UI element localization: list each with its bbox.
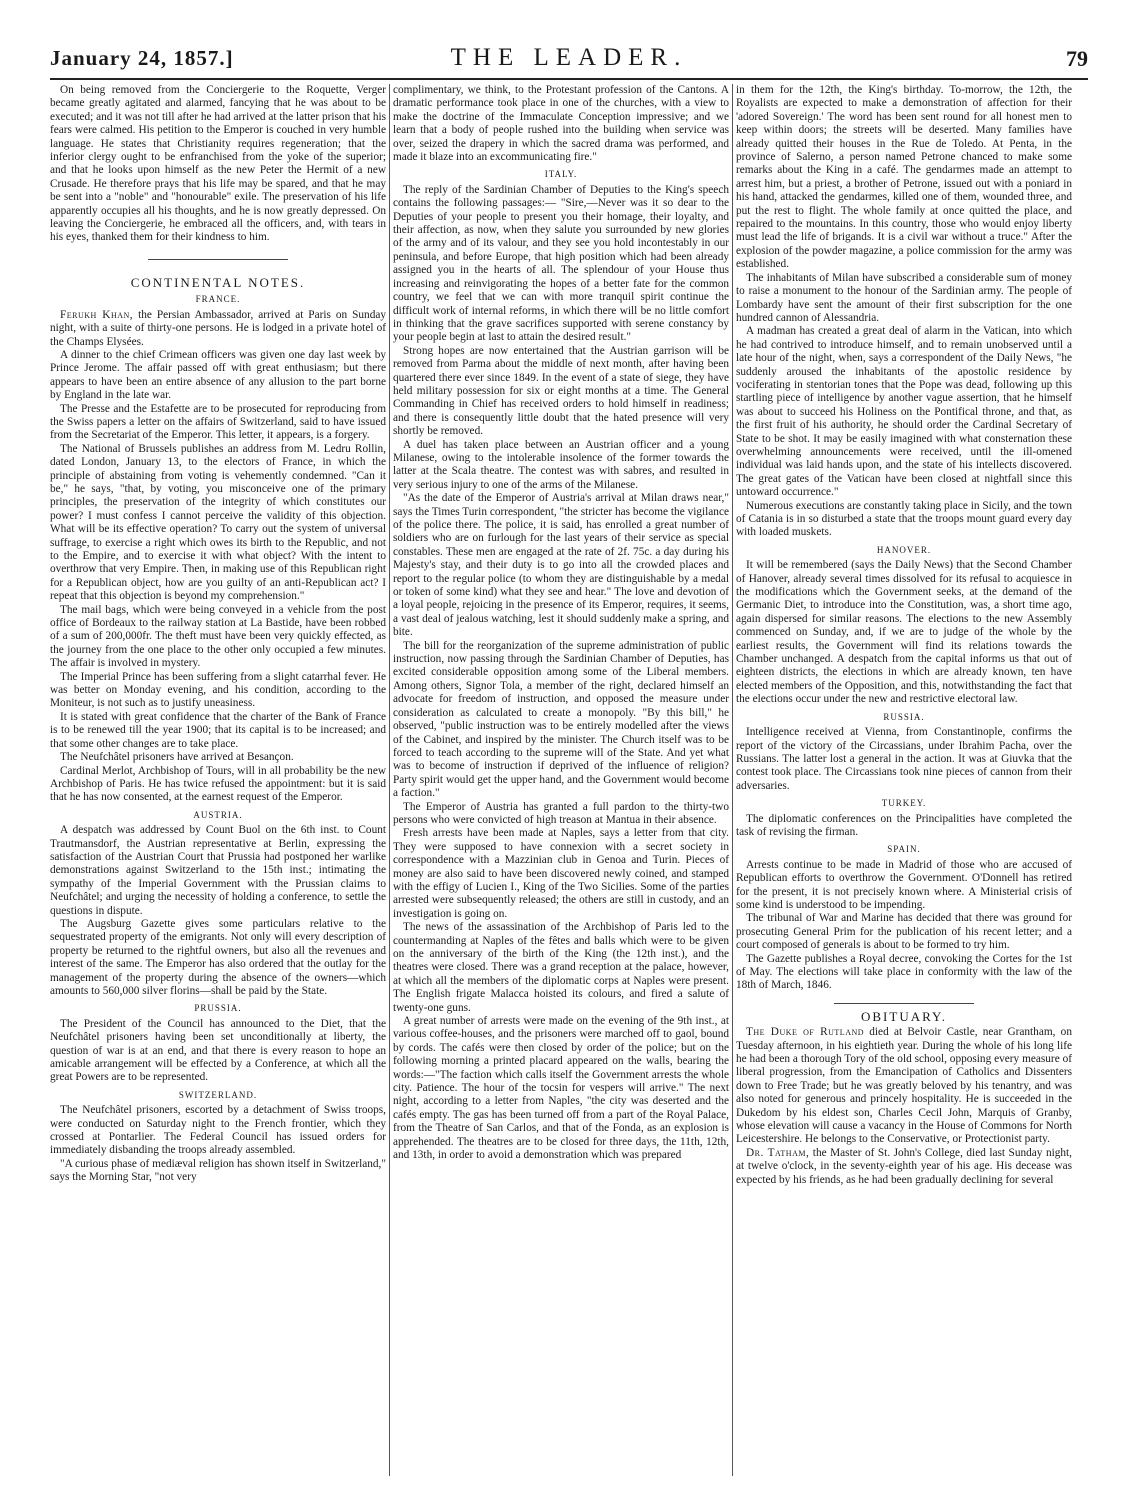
article-paragraph: The inhabitants of Milan have subscribed a considerable sum of money to raise a monument to the honour of the Sardinian army. The people of Lombardy have sent the amount of their first subscription for the one hundred cannon of Alessandria. — [736, 271, 1072, 324]
subheading-switzerland: SWITZERLAND. — [178, 1089, 258, 1100]
column-1 — [50, 84, 386, 1476]
subheading-hanover: HANOVER. — [876, 544, 932, 555]
article-paragraph: Arrests continue to be made in Madrid of those who are accused of Republican efforts to overthrow the Government. O'Donnell has retired for the present, it is not precisely known where. A Ministerial crisis of some kind is understood to be impending. — [736, 858, 1072, 911]
article-paragraph: It will be remembered (says the Daily News) that the Second Chamber of Hanover, already several times dissolved for its refusal to acquiesce in the modifications which the Government seeks, at the demand of the Germanic Diet, to introduce into the Constitution, was, a short time ago, again dispersed for similar reasons. The elections to the new Assembly commenced on Sunday, and, if we are to judge of the whole by the earliest results, the Government will find its relations towards the Chamber unchanged. A despatch from the capital informs us that out of eighteen districts, the elections in which are already known, ten have elected members of the Opposition, and this, notwithstanding the fact that the elections occur under the new and restrictive electoral law. — [736, 559, 1072, 706]
page-number: 79 — [1066, 46, 1088, 71]
article-paragraph: Ferukh Khan, the Persian Ambassador, arrived at Paris on Sunday night, with a suite of thirty-one persons. He is lodged in a private hotel of the Champs Elysées. — [50, 308, 386, 348]
article-paragraph: It is stated with great confidence that the charter of the Bank of France is to be renewed till the year 1900; that its capital is to be increased; and that some other changes are to take place. — [50, 710, 386, 750]
obituary-title: OBITUARY. — [860, 1008, 948, 1024]
section-divider — [834, 1003, 974, 1004]
column-rule — [732, 84, 733, 1476]
article-paragraph: The Gazette publishes a Royal decree, convoking the Cortes for the 1st of May. The elections will take place in conformity with the law of the 18th of March, 1846. — [736, 952, 1072, 992]
article-paragraph: The President of the Council has announced to the Diet, that the Neufchâtel prisoners having been set unconditionally at liberty, the question of war is at an end, and that there is every reason to hope an amicable arrangement will be effected by a Conference, at which all the great Powers are to be represented. — [50, 1017, 386, 1084]
article-paragraph: A great number of arrests were made on the evening of the 9th inst., at various coffee-houses, and the prisoners were marched off to gaol, bound by cords. The cafés were then closed by order of the police; but on the following morning a printed placard appeared on the walls, bearing the words:—"The faction which calls itself the Government arrests the whole city. Patience. The hour of the tocsin for vespers will arrive." The next night, according to a letter from Naples, "the city was deserted and the cafés empty. The gas has been turned off from a part of the Royal Palace, from the Theatre of San Carlos, and that of the Fonda, as an explosion is apprehended. The theatres are to be closed for three days, the 11th, 12th, and 13th, in order to avoid a demonstration which was prepared — [393, 1015, 729, 1162]
article-paragraph: The Duke of Rutland died at Belvoir Castle, near Grantham, on Tuesday afternoon, in his eightieth year. During the whole of his long life he had been a thorough Tory of the old school, opposing every measure of liberal progression, from the Emancipation of Catholics and Dissenters down to Free Trade; but he was greatly beloved by his tenantry, and was also noted for generous and princely hospitality. He is succeeded in the Dukedom by his eldest son, Charles Cecil John, Marquis of Granby, whose elevation will cause a vacancy in the House of Commons for North Leicestershire. He belongs to the Conservative, or Protectionist party. — [736, 1026, 1072, 1146]
subheading-prussia: PRUSSIA. — [194, 1003, 242, 1014]
article-paragraph: The diplomatic conferences on the Principalities have completed the task of revising the firman. — [736, 812, 1072, 838]
column-rule — [389, 84, 390, 1476]
newspaper-title: THE LEADER. — [450, 44, 688, 71]
article-paragraph: A madman has created a great deal of alarm in the Vatican, into which he had contrived to introduce himself, and to remain unobserved until a late hour of the night, when, says a correspondent of the Daily News, "he suddenly aroused the inhabitants of the apostolic residence by vociferating in stentorian tones that the Pope was dead, following up this startling piece of intelligence by another vague assertion, that he himself was about to succeed his Holiness on the Pontifical throne, and that, as the first fruit of his authority, he should order the Cardinal Secretary of State to be shot. It may be easily imagined with what consternation these overwhelming announcements were received, until the ill-omened individual was laid hands upon, and the state of his intellects discovered. The great gates of the Vatican have been closed at nightfall since this untoward occurrence." — [736, 325, 1072, 499]
subheading-russia: RUSSIA. — [883, 711, 925, 722]
column-2 — [393, 84, 729, 1476]
article-paragraph: Cardinal Merlot, Archbishop of Tours, will in all probability be the new Archbishop of Paris. He has twice refused the appointment: but it is said that he has now consented, at the earnest request of the Emperor. — [50, 764, 386, 804]
masthead — [50, 44, 1088, 76]
masthead-rule — [50, 78, 1088, 80]
article-paragraph: On being removed from the Conciergerie to the Roquette, Verger became greatly agitated and alarmed, fancying that he was about to be executed; and it was not till after he had arrived at the latter prison that his fears were calmed. His petition to the Emperor is couched in very humble language. He states that Christianity requires regeneration; that the inferior clergy ought to be enfranchised from the yoke of the superior; and that he looks upon himself as the new Peter the Hermit of a new Crusade. He therefore prays that his life may be spared, and that he may be sent into a "noble" and "honourable" exile. The preservation of his life apparently occupies all his thoughts, and he is now greatly depressed. On leaving the Conciergerie, he embraced all the officers, and, with tears in his eyes, thanked them for their kindness to him. — [50, 84, 386, 244]
article-paragraph: Fresh arrests have been made at Naples, says a letter from that city. They were supposed to have connexion with a secret society in correspondence with a Mazzinian club in Genoa and Turin. Pieces of money are also said to have been discovered newly coined, and stamped with the effigy of Lucien I., King of the Two Sicilies. Some of the parties arrested were subsequently released; the others are still in custody, and an investigation is going on. — [393, 827, 729, 920]
issue-date: January 24, 1857.] — [50, 46, 234, 70]
subheading-italy: ITALY. — [544, 169, 578, 180]
article-paragraph: The mail bags, which were being conveyed in a vehicle from the post office of Bordeaux to the railway station at La Bastide, have been robbed of a sum of 200,000fr. The theft must have been very quickly effected, as the journey from the one place to the other only occupied a few minutes. The affair is involved in mystery. — [50, 603, 386, 670]
article-paragraph: in them for the 12th, the King's birthday. To-morrow, the 12th, the Royalists are expected to make a demonstration of affection for their 'adored Sovereign.' The word has been sent round for all honest men to keep within doors; the streets will be deserted. Many families have already quitted their houses in the Rue de Toledo. At Penta, in the province of Salerno, a person named Petrone chanced to make some remarks about the King in a café. The gendarmes made an attempt to arrest him, but a priest, a brother of Petrone, issued out with a poniard in his hand, attacked the gendarmes, killed one of them, wounded three, and put the rest to flight. The whole family at once quitted the place, and repaired to the mountains. In this country, those who would enjoy liberty must lead the life of brigands. It is a civil war without a truce." After the explosion of the powder magazine, a police commission for the army was established. — [736, 84, 1072, 271]
article-paragraph: "A curious phase of mediæval religion has shown itself in Switzerland," says the Morning Star, "not very — [50, 1157, 386, 1184]
article-paragraph: The Augsburg Gazette gives some particulars relative to the sequestrated property of the emigrants. Not only will every description of property be returned to the rightful owners, but also all the revenues and interest of the same. The Emperor has also ordered that the outlay for the management of the property during the absence of the owners—which amounts to 560,000 silver florins—shall be paid by the State. — [50, 917, 386, 997]
article-paragraph: The tribunal of War and Marine has decided that there was ground for prosecuting General Prim for the publication of his recent letter; and a court composed of generals is about to be formed to try him. — [736, 912, 1072, 952]
article-paragraph: A dinner to the chief Crimean officers was given one day last week by Prince Jerome. The affair passed off with great enthusiasm; but there appears to have been an entire absence of any allusion to the part borne by England in the late war. — [50, 348, 386, 402]
article-paragraph: The news of the assassination of the Archbishop of Paris led to the countermanding at Naples of the fêtes and balls which were to be given on the anniversary of the birth of the King (the 12th inst.), and the theatres were closed. There was a grand reception at the palace, however, at which all the members of the diplomatic corps at Naples were present. The English frigate Malacca hoisted its colours, and fired a salute of twenty-one guns. — [393, 921, 729, 1014]
article-paragraph: Strong hopes are now entertained that the Austrian garrison will be removed from Parma about the middle of next month, after having been quartered there ever since 1849. In the event of a state of siege, they have held military possession for six or eight months at a time. The General Commanding in Chief has received orders to hold himself in readiness; and there is consequently little doubt that the hated presence will very shortly be removed. — [393, 344, 729, 438]
article-paragraph: Intelligence received at Vienna, from Constantinople, confirms the report of the victory of the Circassians, under Ibrahim Pacha, over the Russians. The latter lost a general in the action. It was at Giuvka that the contest took place. The Circassians took nine pieces of cannon from their adversaries. — [736, 726, 1072, 792]
lead-name: Dr. Tatham, — [746, 1146, 810, 1159]
lead-name: Ferukh Khan, — [60, 308, 134, 321]
column-3 — [736, 84, 1072, 1476]
subheading-spain: SPAIN. — [887, 844, 921, 855]
article-paragraph: The National of Brussels publishes an address from M. Ledru Rollin, dated London, January 13, to the electors of France, in which the principle of abstaining from voting is vehemently condemned. "Can it be," he says, "that, by voting, you misconceive one of the primary principles, the preservation of the integrity of which constitutes our power? I must confess I cannot perceive the validity of this objection. What will be its effective operation? To carry out the system of universal suffrage, to exercise a right which owes its birth to the Republic, and not to the Empire, and to exercise it with what object? With the intent to overthrow that very Empire. Then, in making use of this Republican right for a Republican object, how are you guilty of an anti-Republican act? I repeat that this objection is beyond my comprehension." — [50, 442, 386, 603]
article-paragraph: Numerous executions are constantly taking place in Sicily, and the town of Catania is in so disturbed a state that the troops mount guard every day with loaded muskets. — [736, 499, 1072, 539]
article-paragraph: complimentary, we think, to the Protestant profession of the Cantons. A dramatic performance took place in one of the churches, with a view to make the doctrine of the Immaculate Conception impressive; and we learn that a body of people rushed into the building when service was over, seized the drapery in which the sacred drama was performed, and made it blaze into an excommunicating fire." — [393, 84, 729, 164]
subheading-turkey: TURKEY. — [881, 798, 927, 809]
article-paragraph: A despatch was addressed by Count Buol on the 6th inst. to Count Trautmansdorf, the Austrian representative at Berlin, expressing the satisfaction of the Austrian Court that Prussia had postponed her warlike demonstrations against Switzerland to the 15th inst.; intimating the sympathy of the Imperial Government with the Prussian claims to Neufchâtel; and urging the necessity of holding a conference, to settle the questions in dispute. — [50, 824, 386, 917]
article-paragraph: The bill for the reorganization of the supreme administration of public instruction, now passing through the Sardinian Chamber of Deputies, has excited considerable opposition among some of the Liberal members. Among others, Signor Tola, a member of the right, declared himself an advocate for freedom of instruction, and opposed the measure under consideration as calculated to create a monopoly. "By this bill," he observed, "public instruction was to be entirely modelled after the views of the Cabinet, and inspired by the minister. The Church itself was to be forced to teach according to the supreme will of the State. And yet what was to become of instruction if deprived of the influence of religion? Party spirit would get the upper hand, and the Government would become a faction." — [393, 639, 729, 800]
lead-name: The Duke of Rutland — [746, 1026, 865, 1039]
article-paragraph: The Neufchâtel prisoners, escorted by a detachment of Swiss troops, were conducted on Saturday night to the French frontier, which they crossed at Pontarlier. The Federal Council has issued orders for immediately disbanding the troops already assembled. — [50, 1104, 386, 1157]
article-paragraph: Dr. Tatham, the Master of St. John's College, died last Sunday night, at twelve o'clock, in the seventy-eighth year of his age. His decease was expected by his friends, as he had been gradually declining for several — [736, 1146, 1072, 1186]
article-paragraph: The Imperial Prince has been suffering from a slight catarrhal fever. He was better on Monday evening, and his condition, according to the Moniteur, is not such as to justify uneasiness. — [50, 670, 386, 710]
section-divider — [148, 259, 288, 260]
section-title: CONTINENTAL NOTES. — [130, 274, 306, 290]
subheading-austria: AUSTRIA. — [193, 809, 243, 820]
article-paragraph: The Presse and the Estafette are to be prosecuted for reproducing from the Swiss papers a letter on the affairs of Switzerland, said to have issued from the Secretariat of the Emperor. This letter, it appears, is a forgery. — [50, 402, 386, 442]
article-paragraph: "As the date of the Emperor of Austria's arrival at Milan draws near," says the Times Turin correspondent, "the stricter has become the vigilance of the police there. The police, it is said, has enrolled a great number of soldiers who are on furlough for the last years of their service as special constables. These men are engaged at the rate of 2f. 75c. a day during his Majesty's stay, and their duty is to go into all the crowded places and report to the regular police (to whom they are distinguishable by a medal or token of some kind) what they see and hear." The love and devotion of a loyal people, rejoicing in the presence of its Emperor, requires, it seems, a vast deal of jealous watching, lest it should suddenly make a spring, and bite. — [393, 492, 729, 639]
article-paragraph: A duel has taken place between an Austrian officer and a young Milanese, owing to the intolerable insolence of the former towards the latter at the Scala theatre. The contest was with sabres, and resulted in very serious injury to one of the arms of the Milanese. — [393, 438, 729, 491]
article-paragraph: The reply of the Sardinian Chamber of Deputies to the King's speech contains the following passages:— "Sire,—Never was it so dear to the Deputies of your people to present you their homage, their loyalty, and their affection, as now, when they salute you surrounded by new glories of the army and of its valour, and they see you hold incontestably in our peninsula, and before Europe, that high position which had been already assigned you in the hearts of all. The splendour of your House thus increasing and reinvigorating the hopes of a better fate for the common country, we feel that we can with more tranquil spirit continue the difficult work of internal reforms, in which there will be no little comfort in thinking that the grave sacrifices supported with serene constancy by your people begin at last to attain the desired result." — [393, 183, 729, 344]
subheading-france: FRANCE. — [195, 294, 241, 305]
article-paragraph: The Neufchâtel prisoners have arrived at Besançon. — [60, 751, 294, 764]
article-paragraph: The Emperor of Austria has granted a full pardon to the thirty-two persons who were convicted of high treason at Mantua in their absence. — [393, 800, 729, 826]
